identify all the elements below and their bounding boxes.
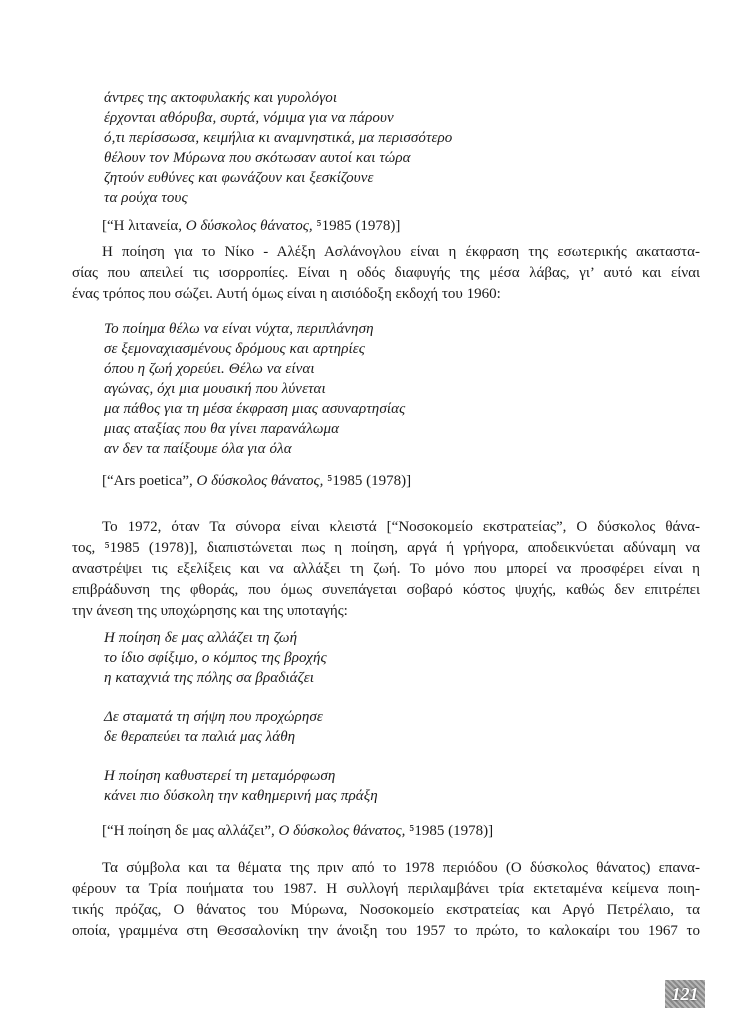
citation-2: [102, 473, 411, 490]
poem-line: δε θεραπεύει τα παλιά μας λάθη: [104, 729, 296, 745]
paragraph-3: [72, 858, 700, 942]
paragraph-1: [72, 242, 700, 305]
poem-line: άντρες της ακτοφυλακής και γυρολόγοι: [104, 90, 338, 106]
paragraph-line: Το 1972, όταν Τα σύνορα είναι κλειστά [“Νοσοκομείο εκστρατείας”, Ο δύσκολος θάνα-: [102, 519, 700, 535]
citation-suffix: ⁵1985 (1978)]: [312, 218, 401, 234]
poem-line: θέλουν τον Μύρωνα που σκότωσαν αυτοί και τώρα: [104, 150, 411, 166]
citation-3: [102, 823, 493, 840]
poem-excerpt-3-stanza-1: [104, 628, 327, 688]
poem-line: το ίδιο σφίξιμο, ο κόμπος της βροχής: [104, 650, 327, 666]
poem-excerpt-3-stanza-2: [104, 707, 323, 747]
citation-book-title: Ο δύσκολος θάνατος,: [196, 473, 324, 489]
poem-line: Το ποίημα θέλω να είναι νύχτα, περιπλάνηση: [104, 321, 374, 337]
citation-prefix: [“Ars poetica”,: [102, 473, 197, 489]
citation-book-title: Ο δύσκολος θάνατος,: [185, 218, 313, 234]
page-number: 121: [665, 980, 705, 1008]
paragraph-line: επιβράδυνση της φθοράς, που όμως συνεπάγεται σοβαρό κόστος ψυχής, καθώς δεν επιτρέπει: [72, 582, 700, 598]
paragraph-line: αναστρέψει τις εξελίξεις και να αλλάξει τη ζωή. Το μόνο που μπορεί να προσφέρει είναι η: [72, 561, 700, 577]
citation-1: [102, 218, 400, 235]
paragraph-line: τος, ⁵1985 (1978)], διαπιστώνεται πως η ποίηση, αργά ή γρήγορα, αποδεικνύεται αδύναμη να: [72, 540, 700, 556]
paragraph-line: ένας τρόπος που σώζει. Αυτή όμως είναι η αισιόδοξη εκδοχή του 1960:: [72, 286, 501, 302]
poem-line: κάνει πιο δύσκολη την καθημερινή μας πράξη: [104, 788, 378, 804]
paragraph-line: τικής πρόζας, Ο θάνατος του Μύρωνα, Νοσοκομείο εκστρατείας και Αργό Πετρέλαιο, τα: [72, 902, 700, 918]
poem-line: σε ξεμοναχιασμένους δρόμους και αρτηρίες: [104, 341, 365, 357]
poem-line: ζητούν ευθύνες και φωνάζουν και ξεσκίζουνε: [104, 170, 374, 186]
citation-suffix: ⁵1985 (1978)]: [405, 823, 494, 839]
paragraph-line: οποία, γραμμένα στη Θεσσαλονίκη την άνοιξη του 1957 το πρώτο, το καλοκαίρι του 1967 το: [72, 923, 700, 939]
poem-line: η καταχνιά της πόλης σα βραδιάζει: [104, 670, 315, 686]
poem-line: μιας αταξίας που θα γίνει παρανάλωμα: [104, 421, 340, 437]
poem-line: όπου η ζωή χορεύει. Θέλω να είναι: [104, 361, 315, 377]
citation-suffix: ⁵1985 (1978)]: [323, 473, 412, 489]
poem-line: μα πάθος για τη μέσα έκφραση μιας ασυναρτησίας: [104, 401, 406, 417]
poem-line: Η ποίηση καθυστερεί τη μεταμόρφωση: [104, 768, 336, 784]
poem-excerpt-3-stanza-3: [104, 766, 378, 806]
poem-line: έρχονται αθόρυβα, συρτά, νόμιμα για να πάρουν: [104, 110, 394, 126]
poem-line: Η ποίηση δε μας αλλάζει τη ζωή: [104, 630, 298, 646]
paragraph-line: Τα σύμβολα και τα θέματα της πριν από το 1978 περιόδου (Ο δύσκολος θάνατος) επανα-: [102, 860, 700, 876]
citation-prefix: [“Η λιτανεία,: [102, 218, 186, 234]
poem-line: τα ρούχα τους: [104, 190, 188, 206]
paragraph-line: την άνεση της υποχώρησης και της υποταγής:: [72, 603, 348, 619]
paragraph-line: Η ποίηση για το Νίκο - Αλέξη Ασλάνογλου είναι η έκφραση της εσωτερικής ακαταστα-: [102, 244, 700, 260]
paragraph-line: φέρουν τα Τρία ποιήματα του 1987. Η συλλογή περιλαμβάνει τρία εκτεταμένα κείμενα ποιη-: [72, 881, 700, 897]
citation-book-title: Ο δύσκολος θάνατος,: [278, 823, 406, 839]
paragraph-2: [72, 517, 700, 622]
poem-line: Δε σταματά τη σήψη που προχώρησε: [104, 709, 323, 725]
poem-line: αν δεν τα παίξουμε όλα για όλα: [104, 441, 292, 457]
citation-prefix: [“Η ποίηση δε μας αλλάζει”,: [102, 823, 279, 839]
poem-line: αγώνας, όχι μια μουσική που λύνεται: [104, 381, 326, 397]
poem-excerpt-2: [104, 319, 405, 459]
poem-line: ό,τι περίσσωσα, κειμήλια κι αναμνηστικά, μα περισσότερο: [104, 130, 453, 146]
paragraph-line: σίας που απειλεί τις ισορροπίες. Είναι η οδός διαφυγής της μέσα λάβας, γι’ αυτό και είναι: [72, 265, 700, 281]
poem-excerpt-1: [104, 88, 452, 208]
